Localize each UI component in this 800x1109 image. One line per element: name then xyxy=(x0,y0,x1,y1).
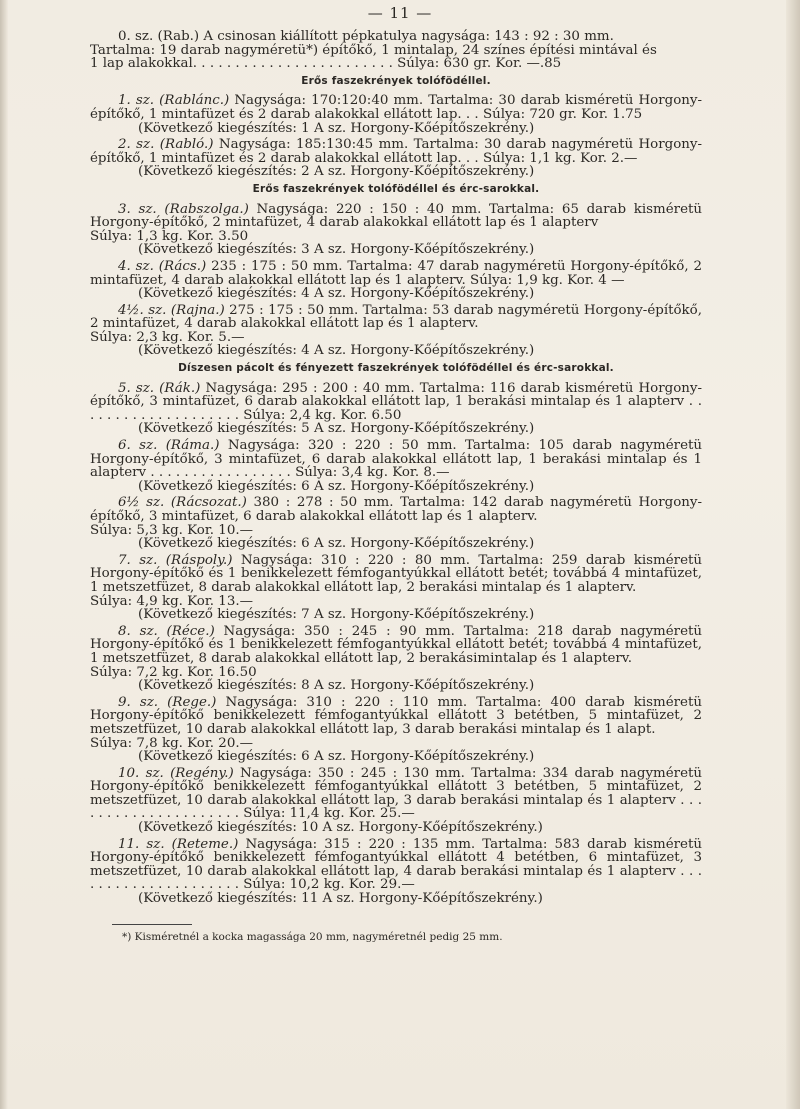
catalog-entry xyxy=(90,94,702,135)
weight-price: Súlya: 7,2 kg. Kor. 16.50 xyxy=(90,664,257,680)
catalog-entry xyxy=(90,767,702,835)
entry-name: 6½ sz. (Rácsozat.) xyxy=(118,495,247,511)
entry-text xyxy=(90,138,702,165)
entry-name: 4. sz. (Rács.) xyxy=(118,258,207,274)
entry-text xyxy=(90,767,702,821)
entry-text xyxy=(90,554,702,595)
entry-description: Nagysága: 320 : 220 : 50 mm. Tartalma: 105 darab nagyméretü Horgony-építőkő, 3 mintafüzet, 6 darab alakokkal ellátott lap, 1 berakási mintalap és 1 alapterv . . . . . . . . . . . . . . . . . Súlya: 3,4 kg. Kor. 8.— xyxy=(90,438,702,481)
catalog-entry xyxy=(90,439,702,493)
catalog-content xyxy=(90,30,702,944)
entry-description: 380 : 278 : 50 mm. Tartalma: 142 darab nagyméretü Horgony-építőkő, 3 mintafüzet, 6 darab alakokkal ellátott lap és 1 alapterv. xyxy=(90,495,702,524)
entry-name: 9. sz. (Rege.) xyxy=(118,694,217,710)
catalog-entry xyxy=(90,260,702,301)
entry-description: Nagysága: 220 : 150 : 40 mm. Tartalma: 65 darab kisméretü Horgony-építőkő, 2 mintafüzet, 4 darab alakokkal ellátott lap és 1 alapterv xyxy=(90,201,703,231)
entry-text xyxy=(90,260,702,287)
entry-text xyxy=(90,304,702,331)
catalog-entry xyxy=(90,696,702,764)
page-number: — 11 — xyxy=(367,4,433,22)
weight-price: Súlya: 7,8 kg. Kor. 20.— xyxy=(90,735,253,751)
entry-text xyxy=(90,496,702,523)
next-supplement: (Következő kiegészítés: 4 A sz. Horgony-Kőépítőszekrény.) xyxy=(138,286,535,302)
entry-name: 5. sz. (Rák.) xyxy=(118,380,201,396)
entry-description: Nagysága: 350 : 245 : 90 mm. Tartalma: 218 darab nagyméretü Horgony-építőkő és 1 benikkelezett fémfogantyúkkal ellátott betét; továbbá 4 mintafüzet, 1 metszetfüzet, 8 darab alakokkal ellátott lap, 2 berakásimintalap és 1 alapterv. xyxy=(90,623,702,666)
section-title: Erős faszekrények tolófödéllel. xyxy=(301,74,491,87)
entry-description: Nagysága: 350 : 245 : 130 mm. Tartalma: 334 darab nagyméretü Horgony-építőkő benikkelezett fémfogantyúkkal ellátott 3 betétben, 5 mintafüzet, 2 metszetfüzet, 10 darab alakokkal ellátott lap, 3 darab berakási mintalap és 1 alapterv . . . . . . . . . . . . . . . . . . . . . Súlya: 11,4 kg. Kor. 25.— xyxy=(90,765,703,822)
catalog-entry xyxy=(90,203,702,257)
catalog-entry xyxy=(90,382,702,436)
page-left-edge xyxy=(0,0,8,1109)
section-title: Díszesen pácolt és fényezett faszekrények tolófödéllel és érc-sarokkal. xyxy=(178,362,614,375)
entry-name: 2. sz. (Rabló.) xyxy=(118,137,214,153)
entry-text xyxy=(90,696,702,737)
entry-name: 3. sz. (Rabszolga.) xyxy=(118,201,249,217)
footnote-rule xyxy=(112,924,192,925)
next-supplement: (Következő kiegészítés: 6 A sz. Horgony-Kőépítőszekrény.) xyxy=(138,536,535,552)
catalog-entry-0 xyxy=(90,30,702,71)
entry-description: 275 : 175 : 50 mm. Tartalma: 53 darab nagyméretü Horgony-építőkő, 2 mintafüzet, 4 darab alakokkal ellátott lap és 1 alapterv. xyxy=(90,302,702,332)
section-title: Erős faszekrények tolófödéllel és érc-sarokkal. xyxy=(252,182,540,195)
entry-text xyxy=(90,439,702,480)
entry-description: Nagysága: 185:130:45 mm. Tartalma: 30 darab nagyméretü Horgony-építőkő, 1 mintafüzet és 2 darab alakokkal ellátott lap. . . Súlya: 1,1 kg. Kor. 2.— xyxy=(90,137,702,166)
entry-description: Nagysága: 310 : 220 : 110 mm. Tartalma: 400 darab kisméretü Horgony-építőkő benikkelezett fémfogantyúkkal ellátott 3 betétben, 5 mintafüzet, 2 metszetfüzet, 10 darab alakokkal ellátott lap, 3 darab berakási mintalap és 1 alapt. xyxy=(90,694,702,737)
weight-price: Súlya: 5,3 kg. Kor. 10.— xyxy=(90,522,253,538)
entry-text xyxy=(90,382,702,423)
entry-line: 1 lap alakokkal. . . . . . . . . . . . . . . . . . . . . . . . Súlya: 630 gr. Kor. —.85 xyxy=(90,56,562,72)
entry-name: 11. sz. (Reteme.) xyxy=(118,836,239,852)
next-supplement: (Következő kiegészítés: 4 A sz. Horgony-Kőépítőszekrény.) xyxy=(138,343,535,359)
entry-description: Nagysága: 310 : 220 : 80 mm. Tartalma: 259 darab kisméretü Horgony-építőkő és 1 benikkelezett fémfogantyúkkal ellátott betét; továbbá 4 mintafüzet, 1 metszetfüzet, 8 darab alakokkal ellátott lap, 2 berakási mintalap és 1 alapterv. xyxy=(90,552,703,595)
weight-price: Súlya: 2,3 kg. Kor. 5.— xyxy=(90,329,245,345)
entry-name: 4½. sz. (Rajna.) xyxy=(118,302,225,318)
entry-name: 8. sz. (Réce.) xyxy=(118,623,215,639)
next-supplement: (Következő kiegészítés: 11 A sz. Horgony-Kőépítőszekrény.) xyxy=(138,891,543,907)
next-supplement: (Következő kiegészítés: 10 A sz. Horgony-Kőépítőszekrény.) xyxy=(138,820,543,836)
next-supplement: (Következő kiegészítés: 2 A sz. Horgony-Kőépítőszekrény.) xyxy=(138,164,535,180)
entry-text xyxy=(90,838,702,892)
next-supplement: (Következő kiegészítés: 1 A sz. Horgony-Kőépítőszekrény.) xyxy=(138,120,535,136)
entry-line: 0. sz. (Rab.) A csinosan kiállított pépkatulya nagysága: 143 : 92 : 30 mm. xyxy=(118,29,614,44)
entry-name: 6. sz. (Ráma.) xyxy=(118,438,220,454)
next-supplement: (Következő kiegészítés: 8 A sz. Horgony-Kőépítőszekrény.) xyxy=(138,678,535,694)
catalog-entry xyxy=(90,496,702,550)
next-supplement: (Következő kiegészítés: 6 A sz. Horgony-Kőépítőszekrény.) xyxy=(138,749,535,765)
entry-name: 10. sz. (Regény.) xyxy=(118,765,234,781)
entry-name: 7. sz. (Ráspoly.) xyxy=(118,552,233,568)
next-supplement: (Következő kiegészítés: 5 A sz. Horgony-Kőépítőszekrény.) xyxy=(138,421,535,437)
catalog-entry xyxy=(90,138,702,179)
weight-price: Súlya: 4,9 kg. Kor. 13.— xyxy=(90,593,253,609)
next-supplement: (Következő kiegészítés: 3 A sz. Horgony-Kőépítőszekrény.) xyxy=(138,242,535,258)
catalog-entry xyxy=(90,554,702,622)
entry-description: Nagysága: 295 : 200 : 40 mm. Tartalma: 116 darab kisméretü Horgony-építőkő, 3 mintafüzet, 6 darab alakokkal ellátott lap, 1 berakási mintalap és 1 alapterv . . . . . . . . . . . . . . . . . . . . Súlya: 2,4 kg. Kor. 6.50 xyxy=(90,380,702,423)
catalog-entry xyxy=(90,304,702,358)
entry-line: Tartalma: 19 darab nagyméretü*) építőkő, 1 mintalap, 24 színes építési mintával és xyxy=(90,42,657,58)
catalog-entry xyxy=(90,838,702,906)
entry-text xyxy=(90,625,702,666)
entry-text xyxy=(90,203,702,230)
page-right-edge xyxy=(786,0,800,1109)
entry-description: 235 : 175 : 50 mm. Tartalma: 47 darab nagyméretü Horgony-építőkő, 2 mintafüzet, 4 darab alakokkal ellátott lap és 1 alapterv. Súlya: 1,9 kg. Kor. 4 — xyxy=(90,258,703,288)
entry-text xyxy=(90,94,702,121)
entry-description: Nagysága: 170:120:40 mm. Tartalma: 30 darab kisméretü Horgony-építőkő, 1 mintafüzet és 2 darab alakokkal ellátott lap. . . Súlya: 720 gr. Kor. 1.75 xyxy=(90,93,702,122)
entry-description: Nagysága: 315 : 220 : 135 mm. Tartalma: 583 darab kisméretü Horgony-építőkő benikkelezett fémfogantyúkkal ellátott 4 betétben, 6 mintafüzet, 3 metszetfüzet, 10 darab alakokkal ellátott lap, 4 darab berakási mintalap és 1 alapterv . . . . . . . . . . . . . . . . . . . . . Súlya: 10,2 kg. Kor. 29.— xyxy=(90,836,702,893)
weight-price: Súlya: 1,3 kg. Kor. 3.50 xyxy=(90,228,249,244)
catalog-entry xyxy=(90,625,702,693)
entry-name: 1. sz. (Rablánc.) xyxy=(118,93,230,109)
next-supplement: (Következő kiegészítés: 6 A sz. Horgony-Kőépítőszekrény.) xyxy=(138,478,535,494)
next-supplement: (Következő kiegészítés: 7 A sz. Horgony-Kőépítőszekrény.) xyxy=(138,607,535,623)
footnote: *) Kisméretnél a kocka magassága 20 mm, nagyméretnél pedig 25 mm. xyxy=(122,930,503,943)
